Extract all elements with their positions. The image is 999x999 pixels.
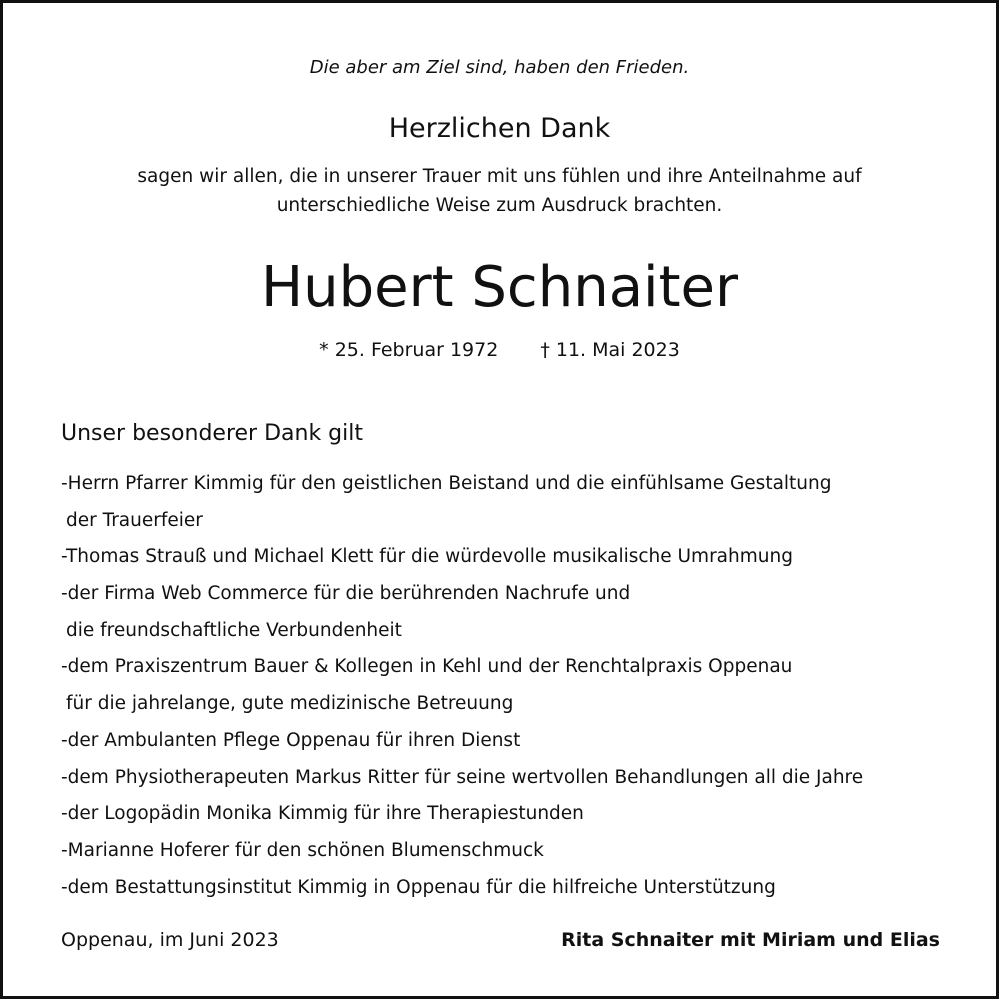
birth-date: * 25. Februar 1972 (319, 339, 499, 361)
signature: Rita Schnaiter mit Miriam und Elias (561, 929, 940, 951)
thanks-list-item: -dem Physiotherapeuten Markus Ritter für seine wertvollen Behandlungen all die Jahre (61, 766, 864, 788)
thanks-list-item: -dem Bestattungsinstitut Kimmig in Oppenau für die hilfreiche Unterstützung (61, 876, 776, 898)
thanks-list-item-continuation: die freundschaftliche Verbundenheit (66, 619, 402, 641)
section-heading: Unser besonderer Dank gilt (61, 421, 363, 446)
death-date: † 11. Mai 2023 (540, 339, 680, 361)
deceased-name: Hubert Schnaiter (260, 255, 738, 320)
thanks-list-item: -dem Praxiszentrum Bauer & Kollegen in Kehl und der Renchtalpraxis Oppenau (61, 656, 793, 678)
life-dates (3, 339, 996, 361)
thanks-list-item: -der Firma Web Commerce für die berührenden Nachrufe und (61, 583, 631, 605)
place-date: Oppenau, im Juni 2023 (61, 929, 279, 951)
thanks-list-item-continuation: für die jahrelange, gute medizinische Betreuung (66, 693, 514, 715)
thanks-list-item: -Marianne Hoferer für den schönen Blumenschmuck (61, 839, 544, 861)
thanks-list (61, 466, 961, 906)
thanks-list-item: -der Ambulanten Pflege Oppenau für ihren Dienst (61, 729, 521, 751)
thanks-text-line: unterschiedliche Weise zum Ausdruck brachten. (276, 195, 723, 216)
thanks-text-line: sagen wir allen, die in unserer Trauer mit uns fühlen und ihre Anteilnahme auf (137, 166, 862, 187)
motto: Die aber am Ziel sind, haben den Frieden. (309, 57, 690, 78)
thanks-title: Herzlichen Dank (388, 113, 611, 144)
thanks-list-item: -Thomas Strauß und Michael Klett für die würdevolle musikalische Umrahmung (61, 546, 793, 568)
thanks-list-item-continuation: der Trauerfeier (66, 509, 203, 531)
thanks-list-item: -der Logopädin Monika Kimmig für ihre Therapiestunden (61, 803, 584, 825)
thanks-list-item: -Herrn Pfarrer Kimmig für den geistlichen Beistand und die einfühlsame Gestaltung (61, 473, 832, 494)
thanks-text (3, 162, 996, 220)
